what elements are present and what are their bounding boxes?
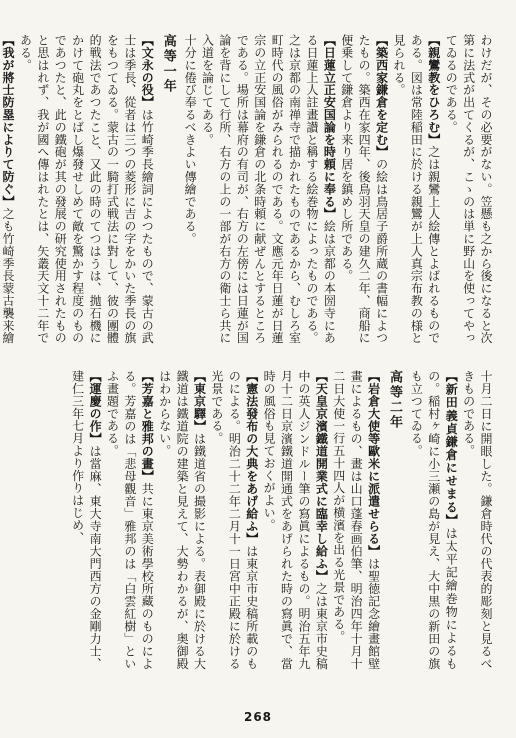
page-number: 268 <box>243 710 273 724</box>
paragraph <box>0 34 16 344</box>
paragraph <box>390 34 442 344</box>
paragraph <box>442 34 494 344</box>
paragraph <box>337 34 389 344</box>
paragraph-text: は東京市史稿所載のものによる。明治二十二年二月十一日宮中正殿に於ける光景である。 <box>209 370 259 670</box>
paragraph-term: 【親鸞教をひろむ】 <box>426 34 441 146</box>
paragraph-text: は聖徳記念繪畫館壁畫によるもの、畫は山口蓬春画伯筆、明治四年十月十二日大使一行五十四人が横濱を出る光景である。 <box>331 370 381 670</box>
paragraph-text: の絵は鳥居子爵所蔵の書幅によつたもの。築西在家四年、後鳥羽天皇の建久二年、商船に便乗して鎌倉より来り居を鎮めし所である。 <box>339 34 389 344</box>
paragraph-text: 之も竹崎季長蒙古襲来繪 <box>1 207 16 345</box>
lower-text-band <box>22 370 494 670</box>
paragraph-text: 絵は京都の本圀寺にある日蓮上人註畫讃と稱する絵巻物によったものである。之は京都の南禅寺で描かれたものであるから、むしろ室町時代の風俗がみられるのである。文應元年日蓮が日蓮宗の立正安国論を鎌倉の北条時頼に献ぜんとするところである。場所は幕府の有司が、右方の左傍には日蓮が国論を背にして行所、右方の上の一部が右方の衛士ら共に入道を論じてある。 <box>200 34 337 344</box>
paragraph-text: 十月二日に開眼した。鎌倉時代の代表的彫刻と見るべきものである。 <box>461 370 493 670</box>
paragraph <box>68 370 103 670</box>
paragraph-term: 【憲法發布の大典をあげ給ふ】 <box>244 370 259 546</box>
paragraph-term: 【日蓮立正安国論を時頼に奉る】 <box>322 34 337 220</box>
paragraph-text: は鐵道省の撮影による。表御殿に於ける大鐵道は鐵道院の建築と見えて、大勢わかるが、奥御殿はわからない。 <box>157 370 207 671</box>
section-heading: 高等一年 <box>160 34 176 94</box>
paragraph <box>407 370 459 670</box>
section-heading: 高等二年 <box>386 370 402 430</box>
paragraph-term: 【芳嘉と雅邦の畫】 <box>140 370 155 483</box>
paragraph <box>329 370 381 670</box>
paragraph-text: 共に東京美術學校所藏のものによる。芳嘉のは「悲母觀音」雅邦のは「白雲紅樹」といふ畫題である。 <box>105 370 155 671</box>
paragraph-term: 【東京驛】 <box>192 370 207 433</box>
paragraph-term: 【天皇京濱鐵道開業式に臨幸し給ふ】 <box>314 370 329 583</box>
paragraph <box>103 370 155 670</box>
paragraph-term: 【運慶の作】 <box>88 370 103 446</box>
paragraph-text: わけだが、その必要がない。笠懸も之から後になると次第に法式が出てくるが、こゝのは単に野山を使ってやってゐるのである。 <box>444 34 493 344</box>
paragraph <box>459 370 494 670</box>
paragraph <box>198 34 337 344</box>
paragraph <box>16 34 155 344</box>
paragraph-text: 之は東京市史稿中の英人ジンドルー筆の寫眞によるもの。明治五年九月十二日京濱鐵道開通式をあげられた時の寫眞で、當時の風俗も見ておくがよい。 <box>262 370 329 670</box>
paragraph-term: 【文永の役】 <box>140 34 155 109</box>
paragraph <box>208 370 260 670</box>
paragraph-text: は竹崎季長繪詞によつたもので、蒙古の武士は季長、從者は三つの菱形に吉の字をかいた季長の旗をもつてゐる。蒙古の一騎打式戦法に對して、彼の團體的戦法であつたこと、又此の時のてつはうは、拋石機にかけて砲丸をとばし爆發せしめて敵を驚かす程度のものであつたと、此の鐵砲が其の發展の研究使用されたものと思はれず、我が國へ傳はれたとは、矢叢天文十二年である。 <box>18 34 155 345</box>
paragraph-term: 【我が將士防塁によりて防ぐ】 <box>1 34 16 208</box>
paragraph-text: 十分に倦び奉るべきよい傳繪である。 <box>183 34 198 245</box>
paragraph-term: 【新田義貞鎌倉にせまる】 <box>444 370 459 527</box>
paragraph-term: 【築西家鎌倉を定む】 <box>374 34 389 158</box>
paragraph <box>181 34 198 344</box>
paragraph-term: 【岩倉大使等歐米に派遣せらる】 <box>366 370 381 558</box>
paragraph <box>155 370 207 670</box>
paragraph-text: は當麻、東大寺南大門西方の金剛力士、建仁三年七月より作りはじめ、 <box>70 370 103 670</box>
paragraph-text: 之は親鸞上人絵傳とよばれるものである。図は常陸稲田に於ける親鸞が上人真宗布教の様と見られる。 <box>391 34 441 345</box>
paragraph-text: は太平記繪巻物によるもの。稲村ヶ崎に小三瀬の島が見え、大中黒の新田の旗も立つてゐる。 <box>409 370 459 670</box>
paragraph <box>260 370 330 670</box>
upper-text-band <box>1 34 494 345</box>
